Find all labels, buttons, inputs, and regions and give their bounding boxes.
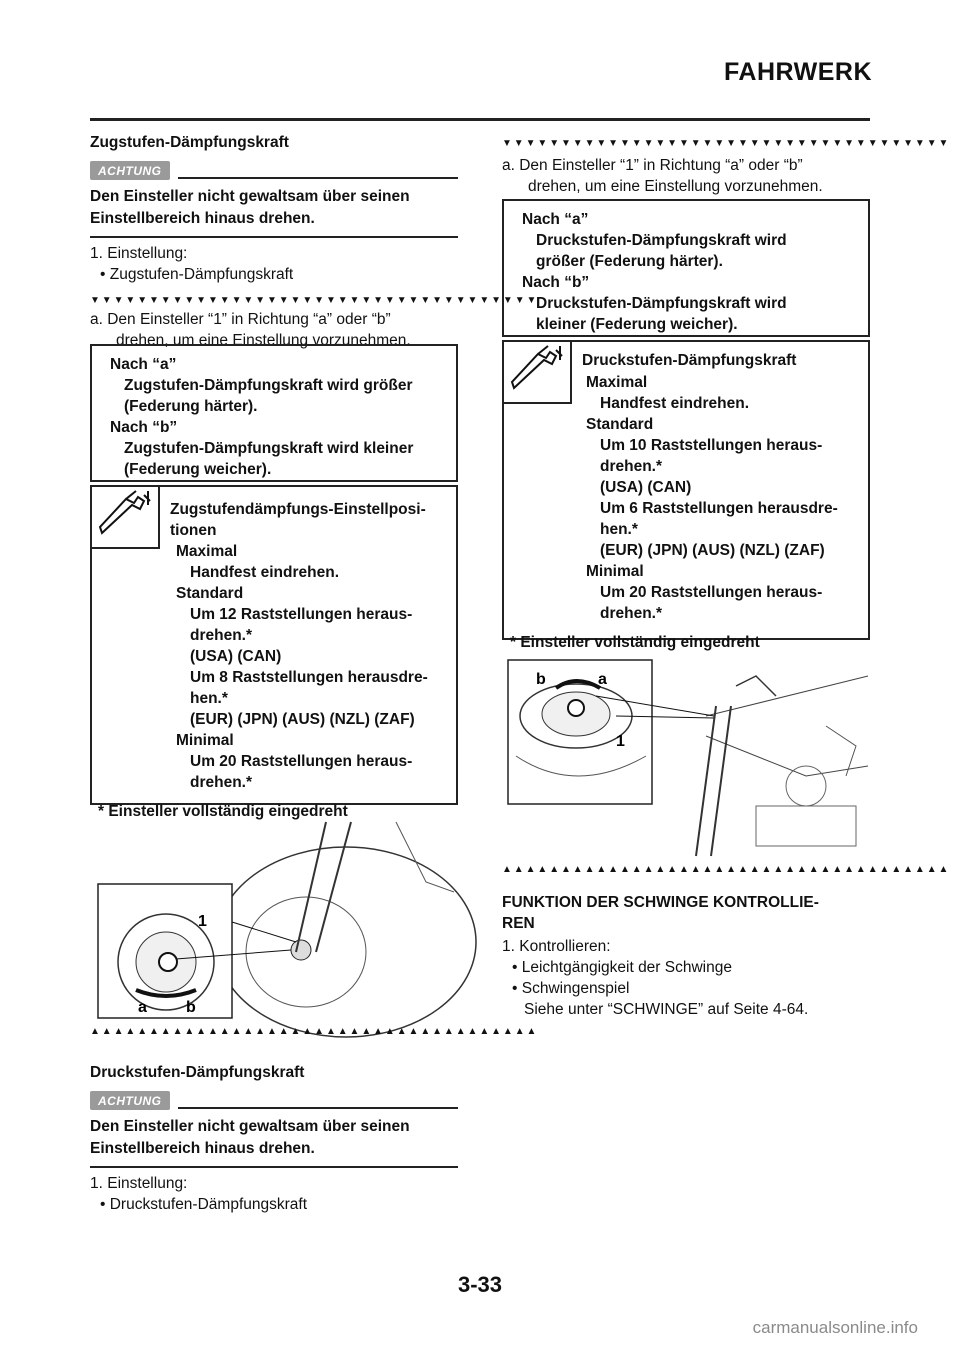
spec-min-1: Um 20 Raststellungen heraus- bbox=[190, 753, 413, 770]
spec-std-1: Um 12 Raststellungen heraus- bbox=[190, 606, 413, 623]
r-dir-text-a-1: Druckstufen-Dämpfungskraft wird bbox=[536, 232, 787, 249]
r-spec-std-label: Standard bbox=[586, 416, 654, 433]
caution2-line-2: Einstellbereich hinaus drehen. bbox=[90, 1140, 315, 1157]
procedure-a-right bbox=[502, 155, 870, 197]
spec-min-2: drehen.* bbox=[190, 774, 253, 791]
dir-text-b-2: (Federung weicher). bbox=[124, 461, 272, 478]
header-rule bbox=[90, 118, 870, 121]
procedure-a-line-2: drehen, um eine Einstellung vorzunehmen. bbox=[116, 332, 411, 349]
figure-label-1: 1 bbox=[198, 913, 207, 930]
dir-text-a-1: Zugstufen-Dämpfungskraft wird größer bbox=[124, 377, 413, 394]
caution-badge: ACHTUNG bbox=[90, 161, 170, 180]
caution2-bottom-rule bbox=[90, 1166, 458, 1168]
spec-std-4: Um 8 Raststellungen herausdre- bbox=[190, 669, 428, 686]
r-figure-label-b: b bbox=[536, 671, 546, 688]
spec-std-3: (USA) (CAN) bbox=[190, 648, 282, 665]
right-section-3 bbox=[502, 892, 870, 1020]
swingarm-reference: Siehe unter “SCHWINGE” auf Seite 4-64. bbox=[524, 1001, 809, 1018]
r-spec-std-4: Um 6 Raststellungen herausdre- bbox=[600, 500, 838, 517]
procedure-a-right-line-2: drehen, um eine Einstellung vorzunehmen. bbox=[528, 178, 823, 195]
caution-text-2 bbox=[90, 1116, 458, 1160]
triangle-row-start-right: ▼▼▼▼▼▼▼▼▼▼▼▼▼▼▼▼▼▼▼▼▼▼▼▼▼▼▼▼▼▼▼▼▼▼▼▼▼▼ bbox=[502, 138, 951, 149]
caution-rule-2 bbox=[178, 1107, 459, 1109]
r-spec-std-3: (USA) (CAN) bbox=[600, 479, 692, 496]
dir-label-b: Nach “b” bbox=[110, 419, 178, 436]
caution-header bbox=[90, 161, 458, 180]
step-1-label: 1. Einstellung: bbox=[90, 245, 188, 262]
r-figure-label-1: 1 bbox=[616, 733, 625, 750]
r-spec-min-label: Minimal bbox=[586, 563, 644, 580]
page-header-title: FAHRWERK bbox=[724, 58, 872, 86]
wrench-icon bbox=[92, 487, 160, 549]
page-number: 3-33 bbox=[457, 1272, 503, 1297]
procedure-a-line-1: a. Den Einsteller “1” in Richtung “a” oder “b” bbox=[90, 311, 391, 328]
left-column bbox=[90, 132, 539, 351]
caution-line-2: Einstellbereich hinaus drehen. bbox=[90, 210, 315, 227]
section-title-swingarm-1: FUNKTION DER SCHWINGE KONTROLLIE- bbox=[502, 894, 819, 911]
spec-max-label: Maximal bbox=[176, 543, 238, 560]
r-spec-std-5: hen.* bbox=[600, 521, 638, 538]
r-spec-min-2: drehen.* bbox=[600, 605, 663, 622]
spec-box-rebound bbox=[90, 485, 458, 820]
procedure-a-right-line-1: a. Den Einsteller “1” in Richtung “a” oder “b” bbox=[502, 157, 803, 174]
figure-label-a: a bbox=[138, 999, 147, 1016]
r-spec-min-1: Um 20 Raststellungen heraus- bbox=[600, 584, 823, 601]
r-spec-max-value: Handfest eindrehen. bbox=[600, 395, 749, 412]
section-title-rebound: Zugstufen-Dämpfungskraft bbox=[90, 134, 289, 151]
spec-title-2: tionen bbox=[170, 522, 217, 539]
r-figure-label-a: a bbox=[598, 671, 607, 688]
r-spec-values bbox=[504, 372, 868, 624]
compression-adjuster-figure bbox=[506, 656, 868, 856]
caution-bottom-rule bbox=[90, 236, 458, 238]
dir-text-a-2: (Federung härter). bbox=[124, 398, 258, 415]
caution-badge-2: ACHTUNG bbox=[90, 1091, 170, 1110]
spec-std-2: drehen.* bbox=[190, 627, 253, 644]
direction-box-compression bbox=[502, 199, 870, 337]
caution-rule bbox=[178, 177, 459, 179]
step-1 bbox=[90, 243, 458, 285]
rebound-adjuster-figure bbox=[96, 822, 454, 1018]
r-spec-std-6: (EUR) (JPN) (AUS) (NZL) (ZAF) bbox=[600, 542, 825, 559]
figure-label-b: b bbox=[186, 999, 196, 1016]
spec-min-label: Minimal bbox=[176, 732, 234, 749]
caution-header-2 bbox=[90, 1091, 458, 1110]
direction-box-rebound bbox=[90, 344, 458, 482]
step2-bullet: • Druckstufen-Dämpfungskraft bbox=[100, 1196, 308, 1213]
swingarm-bullet-1: • Leichtgängigkeit der Schwinge bbox=[512, 959, 732, 976]
spec-note: * Einsteller vollständig eingedreht bbox=[98, 803, 348, 820]
r-spec-note: * Einsteller vollständig eingedreht bbox=[510, 634, 760, 651]
r-spec-title: Druckstufen-Dämpfungskraft bbox=[582, 352, 797, 369]
r-dir-label-b: Nach “b” bbox=[522, 274, 590, 291]
step2-label: 1. Einstellung: bbox=[90, 1175, 188, 1192]
watermark: carmanualsonline.info bbox=[752, 1318, 918, 1337]
r-dir-text-b-2: kleiner (Federung weicher). bbox=[536, 316, 738, 333]
caution2-line-1: Den Einsteller nicht gewaltsam über seinen bbox=[90, 1118, 410, 1135]
step-1-bullet: • Zugstufen-Dämpfungskraft bbox=[100, 266, 294, 283]
swingarm-step-1: 1. Kontrollieren: bbox=[502, 938, 611, 955]
r-dir-text-b-1: Druckstufen-Dämpfungskraft wird bbox=[536, 295, 787, 312]
caution-text bbox=[90, 186, 458, 230]
left-section-2 bbox=[90, 1062, 458, 1215]
swingarm-bullet-2: • Schwingenspiel bbox=[512, 980, 630, 997]
spec-title-1: Zugstufendämpfungs-Einstellposi- bbox=[170, 501, 426, 518]
spec-box-compression bbox=[502, 340, 870, 651]
section-title-compression: Druckstufen-Dämpfungskraft bbox=[90, 1064, 305, 1081]
triangle-row-start: ▼▼▼▼▼▼▼▼▼▼▼▼▼▼▼▼▼▼▼▼▼▼▼▼▼▼▼▼▼▼▼▼▼▼▼▼▼▼ bbox=[90, 295, 539, 306]
spec-std-5: hen.* bbox=[190, 690, 228, 707]
triangle-row-end-right: ▲▲▲▲▲▲▲▲▲▲▲▲▲▲▲▲▲▲▲▲▲▲▲▲▲▲▲▲▲▲▲▲▲▲▲▲▲▲ bbox=[502, 864, 951, 875]
wrench-icon-2 bbox=[504, 342, 572, 404]
spec-values bbox=[92, 541, 456, 793]
triangle-row-end-left: ▲▲▲▲▲▲▲▲▲▲▲▲▲▲▲▲▲▲▲▲▲▲▲▲▲▲▲▲▲▲▲▲▲▲▲▲▲▲ bbox=[90, 1026, 539, 1037]
step-1-compression bbox=[90, 1173, 458, 1215]
caution-line-1: Den Einsteller nicht gewaltsam über seinen bbox=[90, 188, 410, 205]
r-dir-text-a-2: größer (Federung härter). bbox=[536, 253, 723, 270]
spec-std-label: Standard bbox=[176, 585, 244, 602]
r-spec-std-1: Um 10 Raststellungen heraus- bbox=[600, 437, 823, 454]
dir-label-a: Nach “a” bbox=[110, 356, 177, 373]
section-title-swingarm-2: REN bbox=[502, 915, 535, 932]
spec-std-6: (EUR) (JPN) (AUS) (NZL) (ZAF) bbox=[190, 711, 415, 728]
dir-text-b-1: Zugstufen-Dämpfungskraft wird kleiner bbox=[124, 440, 414, 457]
r-spec-max-label: Maximal bbox=[586, 374, 648, 391]
r-dir-label-a: Nach “a” bbox=[522, 211, 589, 228]
spec-max-value: Handfest eindrehen. bbox=[190, 564, 339, 581]
spec-body bbox=[160, 487, 430, 549]
r-spec-std-2: drehen.* bbox=[600, 458, 663, 475]
